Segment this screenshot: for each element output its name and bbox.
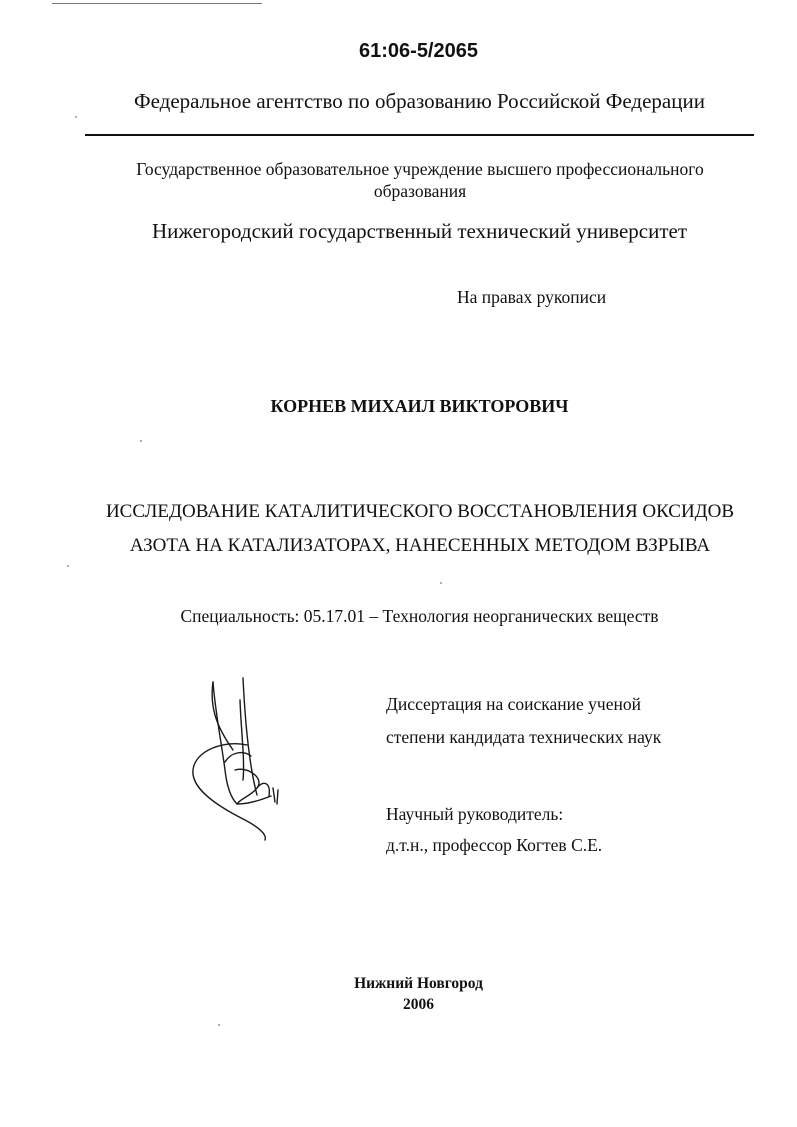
title-line-1: ИССЛЕДОВАНИЕ КАТАЛИТИЧЕСКОГО ВОССТАНОВЛЕНИЯ ОКСИДОВ <box>105 501 735 522</box>
scan-speck <box>67 565 69 567</box>
dissertation-title <box>90 495 750 563</box>
manuscript-rights: На правах рукописи <box>457 287 607 307</box>
institution-type <box>100 158 740 202</box>
institution-line-2: образования <box>373 181 467 201</box>
scan-speck <box>75 116 77 118</box>
city: Нижний Новгород <box>354 975 483 992</box>
institution-line-1: Государственное образовательное учреждение высшего профессионального <box>136 159 704 179</box>
title-line-2: АЗОТА НА КАТАЛИЗАТОРАХ, НАНЕСЕННЫХ МЕТОДОМ ВЗРЫВА <box>129 535 711 556</box>
supervisor-label: Научный руководитель: <box>386 804 564 824</box>
scan-speck <box>218 1024 220 1026</box>
signature-image <box>185 670 295 845</box>
scan-speck <box>440 582 442 584</box>
author-name: КОРНЕВ МИХАИЛ ВИКТОРОВИЧ <box>270 396 569 416</box>
catalog-code: 61:06-5/2065 <box>359 40 478 62</box>
scan-speck <box>140 440 142 442</box>
supervisor-name: д.т.н., профессор Когтев С.Е. <box>386 835 603 855</box>
dissertation-line-1: Диссертация на соискание ученой <box>386 694 641 714</box>
agency-name: Федеральное агентство по образованию Российской Федерации <box>134 89 705 113</box>
scan-top-line <box>52 3 262 4</box>
year: 2006 <box>403 996 434 1013</box>
specialty: Специальность: 05.17.01 – Технология неорганических веществ <box>180 606 659 626</box>
dissertation-line-2: степени кандидата технических наук <box>386 727 662 747</box>
header-divider <box>85 134 754 136</box>
university-name: Нижегородский государственный технический университет <box>151 219 688 243</box>
